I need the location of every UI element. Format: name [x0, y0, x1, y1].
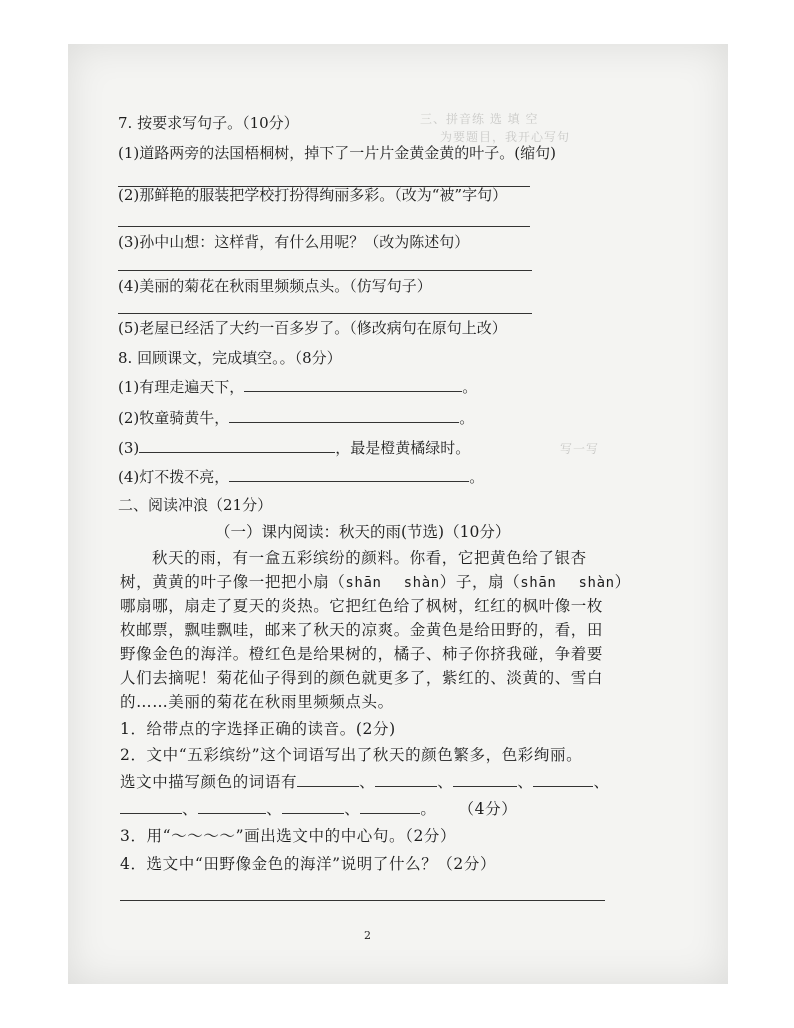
fill-blank-1-text: (1)有理走遍天下，	[118, 378, 245, 396]
bleed-through-text: 三、拼音练 选 填 空	[420, 112, 539, 126]
end-mark: 。	[420, 800, 437, 818]
reading-question-4: 4．选文中“田野像金色的海洋”说明了什么？（2分）	[120, 855, 497, 873]
pinyin-option: shān	[345, 575, 382, 591]
answer-line[interactable]	[118, 313, 532, 314]
fill-blank-2	[118, 407, 474, 428]
separator: 、	[359, 773, 376, 791]
end-mark: 。	[469, 468, 485, 486]
question-7-title: 7. 按要求写句子。（10分）	[118, 114, 299, 132]
separator: 、	[344, 800, 361, 818]
question-7-item-4: (4)美丽的菊花在秋雨里频频点头。（仿写句子）	[118, 277, 432, 295]
fill-blank-2-text: (2)牧童骑黄牛，	[118, 409, 230, 427]
passage-line-7: 的……美丽的菊花在秋雨里频频点头。	[120, 693, 394, 711]
separator: 、	[266, 800, 283, 818]
blank-input[interactable]	[282, 799, 344, 814]
question-7-item-1: (1)道路两旁的法国梧桐树，掉下了一片片金黄金黄的叶子。(缩句)	[118, 144, 556, 162]
pinyin-option: shàn	[403, 575, 440, 591]
reading-question-1: 1．给带点的字选择正确的读音。(2分)	[120, 720, 396, 738]
answer-line[interactable]	[120, 900, 605, 901]
blank-input[interactable]	[120, 799, 182, 814]
passage-line-1: 秋天的雨，有一盒五彩缤纷的颜料。你看，它把黄色给了银杏	[152, 549, 587, 567]
bleed-through-text: 为要题目，我开心写句	[440, 130, 571, 144]
passage-line-2-text: ）子，扇（	[439, 573, 521, 591]
answer-line[interactable]	[118, 226, 530, 227]
passage-line-2	[120, 570, 631, 592]
fill-blank-3	[118, 437, 470, 458]
question-7-item-5: (5)老屋已经活了大约一百多岁了。（修改病句在原句上改）	[118, 319, 507, 337]
fill-blank-4-text: (4)灯不拨不亮，	[118, 468, 230, 486]
fill-blank-3-suffix: ，最是橙黄橘绿时。	[335, 439, 471, 457]
blank-input[interactable]	[360, 799, 420, 814]
answer-line[interactable]	[118, 270, 532, 271]
reading-question-2-blanks	[120, 770, 610, 792]
question-8-title: 8. 回顾课文，完成填空。。（8分）	[118, 349, 342, 367]
question-7-item-3: (3)孙中山想：这样背，有什么用呢？（改为陈述句）	[118, 233, 470, 251]
score-label: （4分）	[458, 800, 518, 818]
pinyin-option: shàn	[578, 575, 615, 591]
blank-input[interactable]	[375, 772, 437, 787]
reading-question-2-blanks-row-2	[120, 797, 517, 819]
reading-question-2: 2．文中“五彩缤纷”这个词语写出了秋天的颜色繁多，色彩绚丽。	[120, 746, 583, 764]
bleed-through-text: 写一写	[560, 442, 600, 456]
passage-line-4: 枚邮票，飘哇飘哇，邮来了秋天的凉爽。金黄色是给田野的，看，田	[120, 621, 604, 639]
separator: 、	[182, 800, 199, 818]
blank-input[interactable]	[453, 772, 517, 787]
fill-blank-1	[118, 376, 477, 397]
passage-line-2-text: ）	[614, 573, 631, 591]
separator: 、	[593, 773, 610, 791]
reading-question-2-prefix: 选文中描写颜色的词语有	[120, 773, 298, 791]
end-mark: 。	[459, 409, 475, 427]
end-mark: 。	[462, 378, 478, 396]
reading-question-3: 3．用“～～～～”画出选文中的中心句。（2分）	[120, 827, 457, 845]
passage-line-6: 人们去摘呢！菊花仙子得到的颜色就更多了，紫红的、淡黄的、雪白	[120, 669, 604, 687]
passage-line-5: 野像金色的海洋。橙红色是给果树的，橘子、柿子你挤我碰，争着要	[120, 645, 604, 663]
separator: 、	[517, 773, 534, 791]
blank-input[interactable]	[139, 438, 335, 453]
passage-line-3: 哪扇哪，扇走了夏天的炎热。它把红色给了枫树，红红的枫叶像一枚	[120, 597, 604, 615]
blank-input[interactable]	[244, 377, 462, 392]
blank-input[interactable]	[533, 772, 593, 787]
question-7-item-2: (2)那鲜艳的服装把学校打扮得绚丽多彩。（改为“被”字句）	[118, 186, 508, 204]
pinyin-option: shān	[520, 575, 557, 591]
separator: 、	[437, 773, 454, 791]
fill-blank-4	[118, 466, 484, 487]
page-number: 2	[364, 929, 371, 942]
section-2-title: 二、阅读冲浪（21分）	[118, 496, 273, 514]
blank-input[interactable]	[297, 772, 359, 787]
passage-title: （一）课内阅读：秋天的雨(节选)（10分）	[215, 523, 511, 541]
fill-blank-3-text: (3)	[118, 439, 140, 457]
blank-input[interactable]	[198, 799, 266, 814]
blank-input[interactable]	[229, 408, 459, 423]
blank-input[interactable]	[229, 467, 469, 482]
passage-line-2-text: 树，黄黄的叶子像一把把小扇（	[120, 573, 346, 591]
